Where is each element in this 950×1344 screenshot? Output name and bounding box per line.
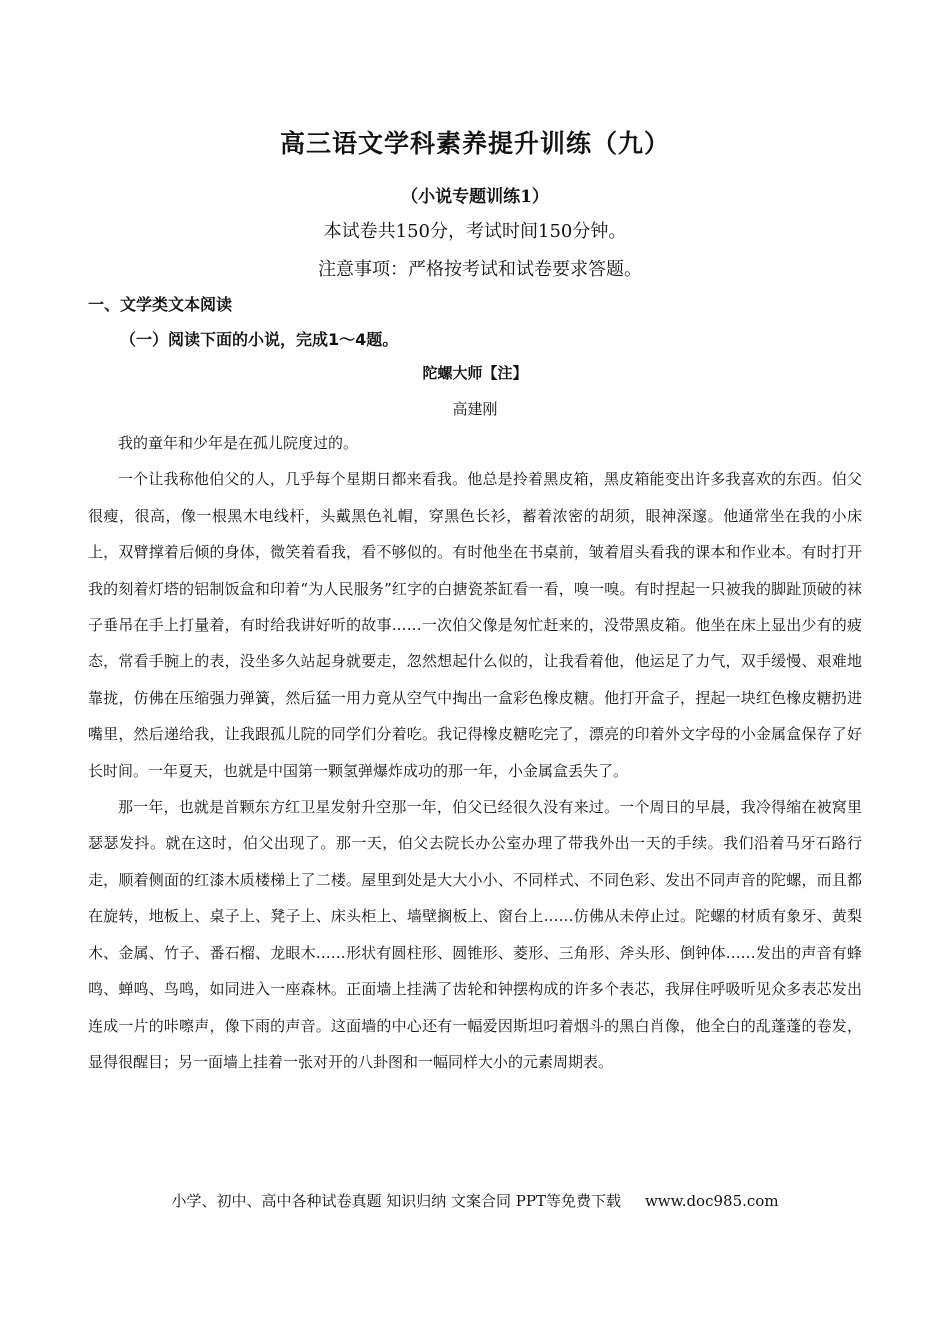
page-title: 高三语文学科素养提升训练（九） <box>279 129 670 158</box>
footer-link[interactable]: www.doc985.com <box>644 1192 779 1210</box>
exam-info: 本试卷共150分，考试时间150分钟。 <box>323 221 627 242</box>
page-subtitle: （小说专题训练1） <box>401 187 549 207</box>
story-paragraph: 那一年，也就是首颗东方红卫星发射升空那一年，伯父已经很久没有来过。一个周日的早晨，我冷得缩在被窝里瑟瑟发抖。就在这时，伯父出现了。那一天，伯父去院长办公室办理了带我外出一天的手续。我们沿着马牙石路行走，顺着侧面的红漆木质楼梯上了二楼。屋里到处是大大小小、不同样式、不同色彩、发出不同声音的陀螺，而且都在旋转，地板上、桌子上、凳子上、床头柜上、墙壁搁板上、窗台上……仿佛从未停止过。陀螺的材质有象牙、黄梨木、金属、竹子、番石榴、龙眼木……形状有圆柱形、圆锥形、菱形、三角形、斧头形、倒钟体……发出的声音有蜂鸣、蝉鸣、鸟鸣，如同进入一座森林。正面墙上挂满了齿轮和钟摆构成的许多个表芯，我屏住呼吸听见众多表芯发出连成一片的咔嚓声，像下雨的声音。这面墙的中心还有一幅爱因斯坦叼着烟斗的黑白肖像，他全白的乱蓬蓬的卷发，显得很醒目；另一面墙上挂着一张对开的八卦图和一幅同样大小的元素周期表。 <box>88 798 862 1071</box>
section-subheading: （一）阅读下面的小说，完成1～4题。 <box>120 330 399 349</box>
section-heading: 一、文学类文本阅读 <box>88 295 233 314</box>
story-title: 陀螺大师【注】 <box>422 364 528 382</box>
page-footer <box>0 1190 950 1211</box>
story-author: 高建刚 <box>452 400 498 418</box>
story-paragraph: 我的童年和少年是在孤儿院度过的。 <box>118 434 359 452</box>
exam-notice: 注意事项：严格按考试和试卷要求答题。 <box>318 259 642 280</box>
footer-text: 小学、初中、高中各种试卷真题 知识归纳 文案合同 PPT等免费下载 <box>171 1192 621 1210</box>
story-body <box>88 425 862 1080</box>
story-paragraph: 一个让我称他伯父的人，几乎每个星期日都来看我。他总是拎着黑皮箱，黑皮箱能变出许多我喜欢的东西。伯父很瘦，很高，像一根黑木电线杆，头戴黑色礼帽，穿黑色长衫，蓄着浓密的胡须，眼神深邃。他通常坐在我的小床上，双臂撑着后倾的身体，微笑着看我，看不够似的。有时他坐在书桌前，皱着眉头看我的课本和作业本。有时打开我的刻着灯塔的铝制饭盒和印着“为人民服务”红字的白搪瓷茶缸看一看，嗅一嗅。有时捏起一只被我的脚趾顶破的袜子垂吊在手上打量着，有时给我讲好听的故事……一次伯父像是匆忙赶来的，没带黑皮箱。他坐在床上显出少有的疲态，常看手腕上的表，没坐多久站起身就要走，忽然想起什么似的，让我看着他，他运足了力气，双手缓慢、艰难地靠拢，仿佛在压缩强力弹簧，然后猛一用力竟从空气中掏出一盒彩色橡皮糖。他打开盒子，捏起一块红色橡皮糖扔进嘴里，然后递给我，让我跟孤儿院的同学们分着吃。我记得橡皮糖吃完了，漂亮的印着外文字母的小金属盒保存了好长时间。一年夏天，也就是中国第一颗氢弹爆炸成功的那一年，小金属盒丢失了。 <box>88 470 862 780</box>
